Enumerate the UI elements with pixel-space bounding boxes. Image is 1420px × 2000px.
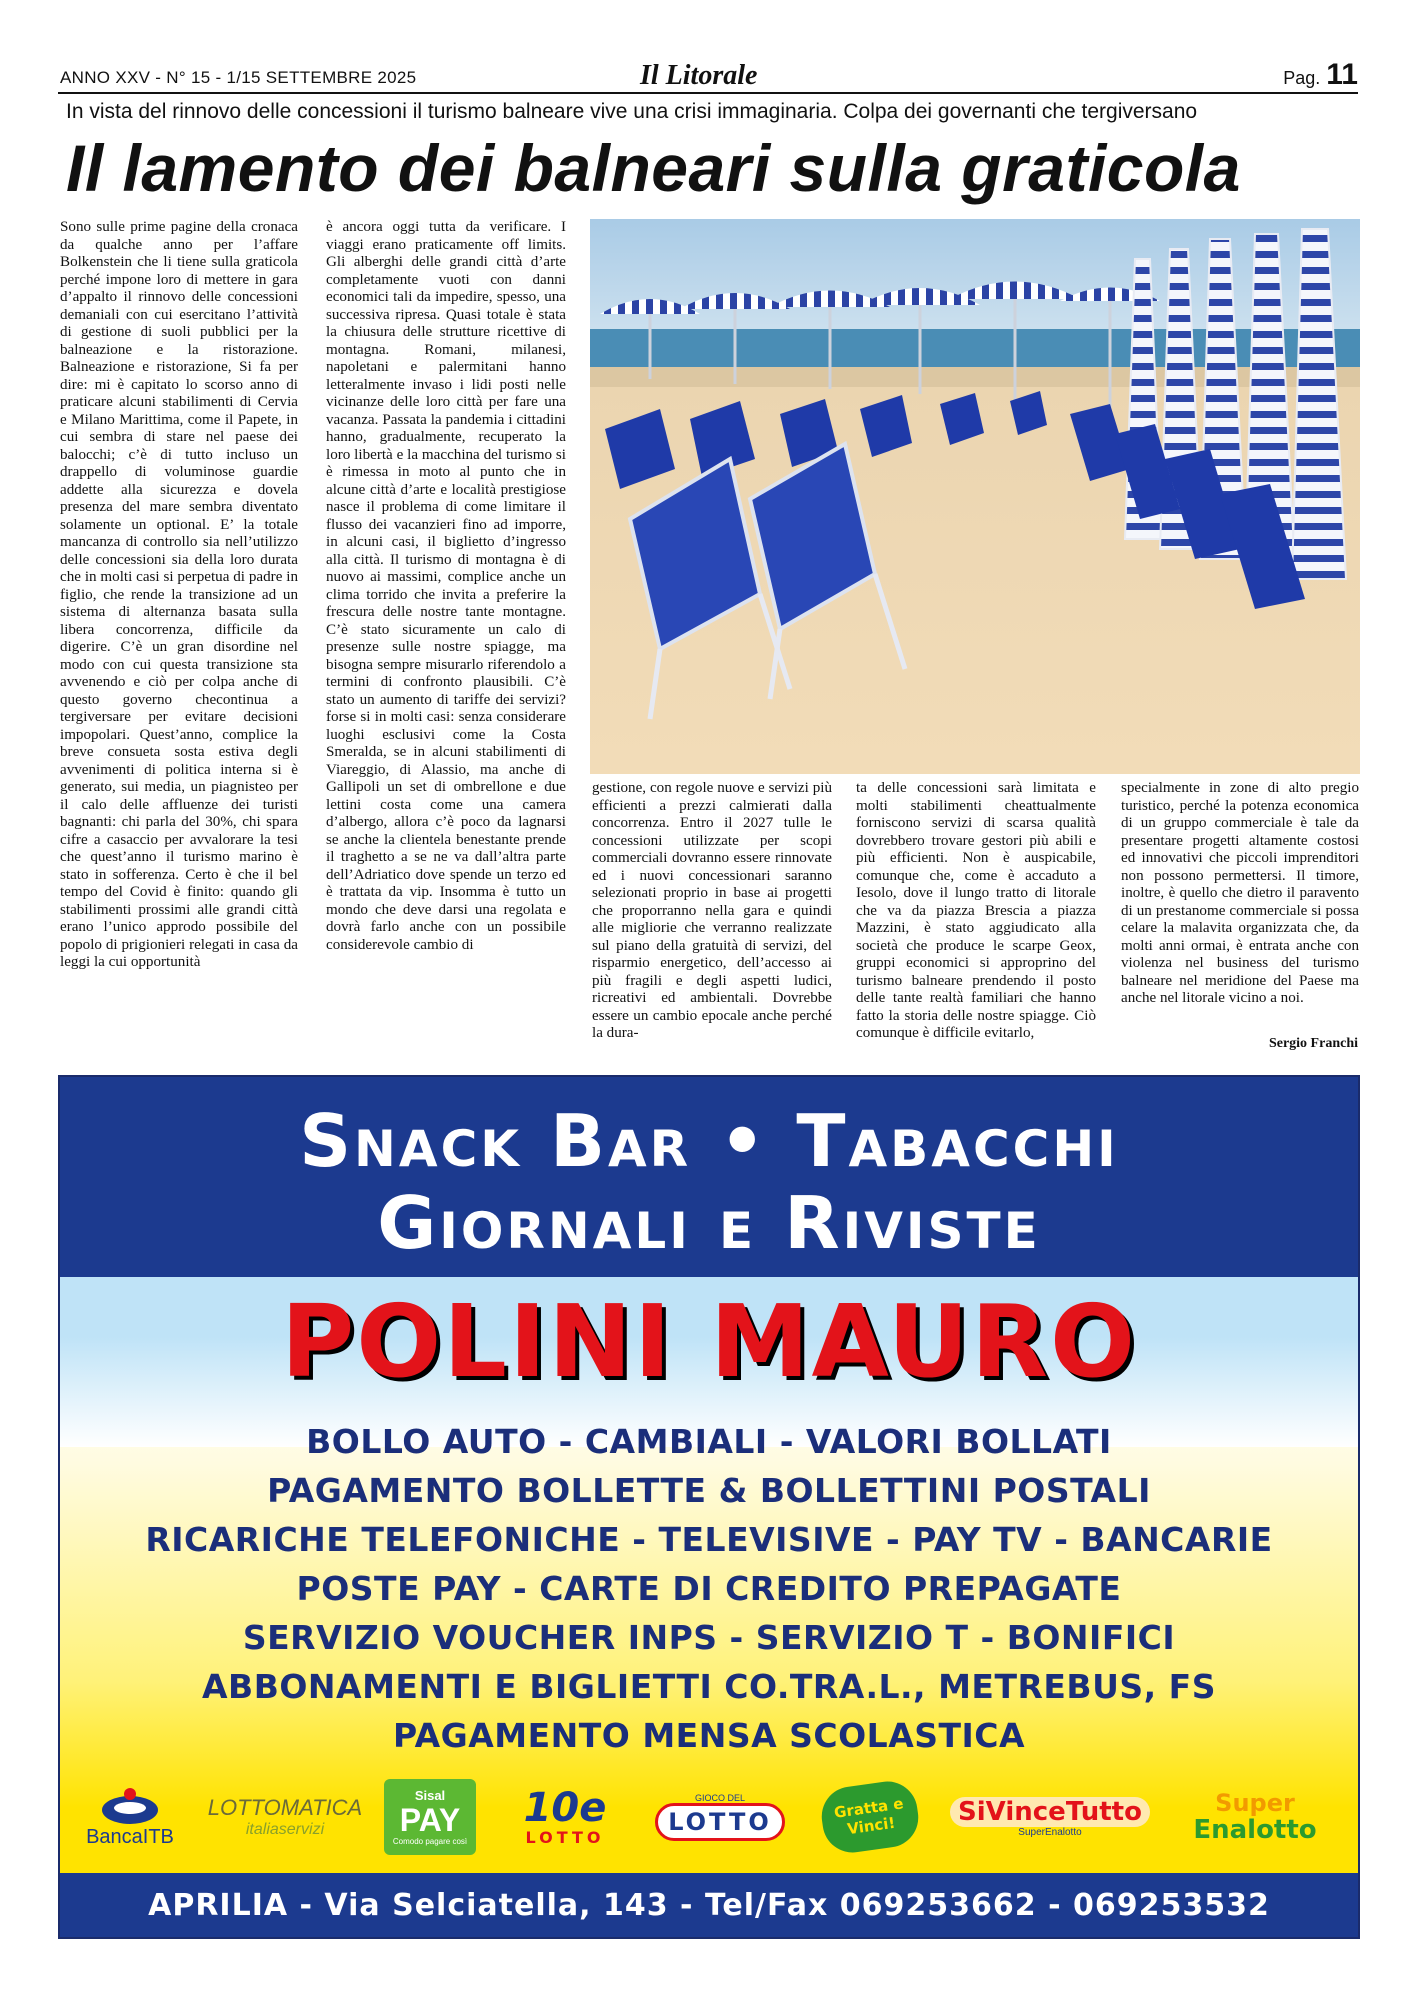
gratta-text: Gratta e Vinci! bbox=[818, 1778, 922, 1857]
header-rule bbox=[58, 92, 1358, 94]
lotto-text: LOTTO bbox=[655, 1803, 785, 1841]
sivincetutto-logo bbox=[945, 1767, 1155, 1867]
ad-service-line: POSTE PAY - CARTE DI CREDITO PREPAGATE bbox=[296, 1569, 1122, 1608]
ad-logo-strip bbox=[60, 1767, 1358, 1867]
beach-photo bbox=[590, 219, 1360, 774]
page-indicator bbox=[1283, 58, 1358, 92]
ad-address-bar: APRILIA - Via Selciatella, 143 - Tel/Fax 069253662 - 069253532 bbox=[60, 1873, 1358, 1939]
sivince-subtext: SuperEnalotto bbox=[1018, 1826, 1082, 1838]
gioco-del-lotto-logo bbox=[650, 1767, 790, 1867]
ad-service-line: SERVIZIO VOUCHER INPS - SERVIZIO T - BONIFICI bbox=[242, 1618, 1176, 1657]
sivince-text: SiVinceTutto bbox=[950, 1797, 1150, 1827]
ad-line-1: Snack Bar • Tabacchi bbox=[299, 1099, 1119, 1183]
issue-info: ANNO XXV - N° 15 - 1/15 SETTEMBRE 2025 bbox=[60, 68, 417, 87]
page-label: Pag. bbox=[1283, 68, 1321, 88]
sisal-pay-logo bbox=[380, 1767, 480, 1867]
ad-line-2: Giornali e Riviste bbox=[377, 1181, 1041, 1265]
ad-business-name: POLINI MAURO bbox=[281, 1283, 1137, 1400]
column-text: è ancora oggi tutta da verificare. I viaggi erano praticamente off limits. Gli alberghi delle grandi città d’arte completamente vuoti con danni economici tali da impedire, spesso, una successiva ripresa. Quasi totale è stata la chiusura delle strutture ricettive di montagna. Romani, milanesi, napoletani e palermitani hanno letteralmente invaso i lidi posti nelle vicinanze delle loro città per fare una vacanza. Passata la pandemia i cittadini hanno, gradualmente, recuperato la loro libertà e la macchina del turismo si è rimessa in moto al punto che in alcune città d’arte e località prestigiose nasce il problema di come limitare il flusso dei vacanzieri fino ad imporre, in alcuni casi, il biglietto d’ingresso alla città. Il turismo di montagna è di nuovo ai massimi, complice anche un clima torrido che invita a preferire la frescura delle nostre tante montagne. C’è stato sicuramente un calo di presenze sulle nostre spiagge, ma bisogna sempre misurarlo riferendolo a termini di confronto plausibili. C’è stato un aumento di tariffe dei servizi? forse si in molti casi: senza considerare luoghi esclusivi come la Costa Smeralda, se in alcuni stabilimenti di Viareggio, di Alassio, ma anche di Gallipoli un set di ombrellone e due lettini costa come una camera d’albergo, allora c’è poco da lagnarsi se anche la clientela benestante prende il traghetto a se ne va dall’altra parte dell’Adriatico dove spende un terzo ed è trattata da vip. Insomma è tutto un mondo che deve darsi una regolata e dovrà farlo anche con un possibile considerevole cambio di bbox=[326, 219, 566, 953]
article-headline: Il lamento dei balneari sulla graticola bbox=[66, 131, 1241, 205]
article-subhead: In vista del rinnovo delle concessioni il turismo balneare vive una crisi immaginaria. Colpa dei governanti che tergiversano bbox=[66, 100, 1198, 123]
ad-service-line: ABBONAMENTI E BIGLIETTI CO.TRA.L., METREBUS, FS bbox=[202, 1667, 1216, 1706]
article-author: Sergio Franchi bbox=[1268, 1036, 1358, 1051]
enalotto-text: Enalotto bbox=[1193, 1815, 1317, 1845]
article-column-5 bbox=[1121, 780, 1359, 1050]
pay-subtext: Comodo pagare così bbox=[392, 1837, 468, 1846]
gioco-del-text: GIOCO DEL bbox=[694, 1793, 745, 1803]
column-text: gestione, con regole nuove e servizi più efficienti a prezzi calmierati dalla concorrenza. Entro il 2027 tulle le concessioni utilizzate per scopi commerciali dovranno essere rinnovate ed i nuovi concessionari saranno selezionati proprio in base ai progetti che proporranno nella gara e quindi alle migliorie che verranno realizzate sul piano della gratuità di servizi, del risparmio energetico, dell’accesso ai più fragili e degli aspetti ludici, ricreativi ed ambientali. Dovrebbe essere un cambio epocale anche perché la dura- bbox=[592, 780, 832, 1041]
column-text: specialmente in zone di alto pregio turistico, perché la potenza economica di un gruppo commerciale è tale da presentare progetti altamente costosi ed innovativi che piccoli imprenditori non possono permettersi. Il timore, inoltre, è quello che dietro il paravento di un prestanome commerciale si possa celare la malavita organizzata che, da molti anni ormai, è entrata anche con violenza nel business del turismo balneare nel meridione del Paese ma anche nel litorale vicino a noi. bbox=[1121, 780, 1359, 1006]
sisal-text: Sisal bbox=[414, 1788, 446, 1803]
article-column-4 bbox=[856, 780, 1096, 1050]
10e-lotto-text: LOTTO bbox=[525, 1827, 605, 1847]
column-text: ta delle concessioni sarà limitata e molti stabilimenti cheattualmente forniscono servizi di scarsa qualità dovrebbero trovare gestori più abili e più efficienti. Non è auspicabile, comunque che, come è accaduto a Iesolo, dove il lungo tratto di litorale che va da piazza Brescia a piazza Mazzini, è stato aggiudicato alla società che produce le scarpe Geox, gruppi economici si approprino del turismo balneare prendendo il posto delle tante realtà familiari che hanno fatto la storia delle nostre spiagge. Ciò comunque è difficile evitarlo, bbox=[856, 780, 1096, 1041]
ad-service-line: BOLLO AUTO - CAMBIALI - VALORI BOLLATI bbox=[306, 1422, 1112, 1461]
10elotto-logo bbox=[500, 1767, 630, 1867]
advertisement bbox=[58, 1075, 1360, 1939]
banca-itb-logo bbox=[70, 1767, 190, 1867]
gratta-e-vinci-logo bbox=[815, 1767, 925, 1867]
banca-itb-text: BancaITB bbox=[86, 1825, 174, 1848]
ad-service-line: RICARICHE TELEFONICHE - TELEVISIVE - PAY TV - BANCARIE bbox=[145, 1520, 1273, 1559]
pay-text: PAY bbox=[399, 1802, 461, 1838]
ad-service-line: PAGAMENTO BOLLETTE & BOLLETTINI POSTALI bbox=[267, 1471, 1151, 1510]
ad-service-line: PAGAMENTO MENSA SCOLASTICA bbox=[392, 1716, 1026, 1755]
ad-top-banner bbox=[60, 1077, 1358, 1277]
superenalotto-logo bbox=[1180, 1767, 1330, 1867]
lottomatica-subtext: italiaservizi bbox=[245, 1821, 325, 1838]
masthead: Il Litorale bbox=[640, 60, 758, 91]
page-number: 11 bbox=[1326, 58, 1358, 91]
lottomatica-text: LOTTOMATICA bbox=[207, 1795, 363, 1820]
article-column-3 bbox=[592, 780, 832, 1050]
article-column-1 bbox=[60, 219, 298, 1049]
column-text: Sono sulle prime pagine della cronaca da qualche anno per l’affare Bolkenstein che li tiene sulla graticola perché impone loro di mettere in gara d’appalto il rinnovo delle concessioni demaniali con cui esercitano l’attività di gestione di suoli pubblici per la balneazione e la ristorazione. Balneazione e ristorazione, Si fa per dire: mi è capitato lo scorso anno di praticare alcuni stabilimenti di Cervia e Milano Marittima, come il Papete, in cui sembra di stare nel paese dei balocchi; c’è di tutto incluso un drappello di voluminose guardie addette alla sicurezza e dovela presenza del mare sembra diventato solamente un optional. E’ la totale mancanza di controllo sia nell’utilizzo delle concessioni sia della loro durata che in molti casi si perpetua di padre in figlio, che rende la transizione ad un sistema di alternanza basata sulla libera concorrenza, difficile da digerire. C’è un gran disordine nel modo con cui questa transizione sta avvenendo e ciò per colpa anche di questo governo checontinua a tergiversare per evitare decisioni impopolari. Quest’anno, complice la breve consueta sosta estiva degli avvenimenti di politica interna si è generato, sui media, un piagnisteo per il calo delle affluenze dei turisti bagnanti: chi parla del 30%, chi spara cifre a casaccio per avvalorare la tesi che quest’anno il turismo marino è stato in sofferenza. Certo è che il bel tempo del Covid è finito: quando gli stabilimenti prossimi alle grandi città erano l’unico approdo possibile del popolo di prigionieri relegati in casa da leggi la cui opportunità bbox=[60, 219, 298, 970]
article-column-2 bbox=[326, 219, 566, 1049]
10e-text: 10e bbox=[523, 1784, 607, 1831]
super-text: Super bbox=[1215, 1789, 1295, 1817]
lottomatica-logo bbox=[207, 1767, 363, 1867]
